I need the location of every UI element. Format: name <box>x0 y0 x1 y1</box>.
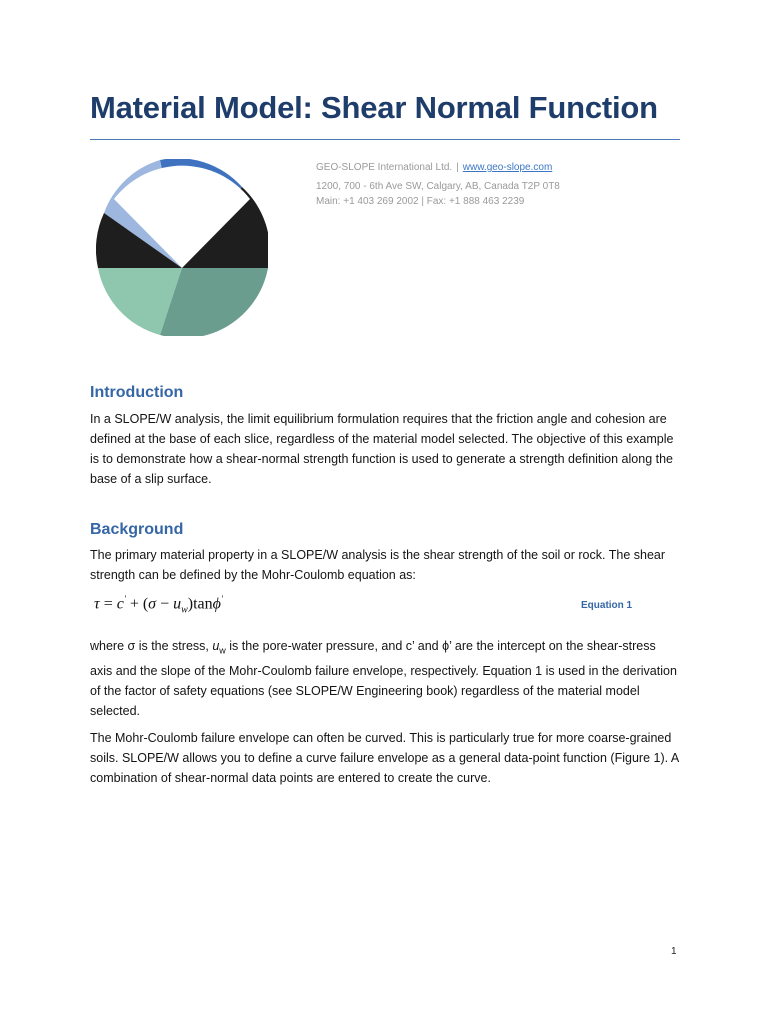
title-divider <box>90 139 680 140</box>
company-address: 1200, 700 - 6th Ave SW, Calgary, AB, Canada T2P 0T8 <box>316 181 560 192</box>
background-heading: Background <box>90 521 184 538</box>
mohr-coulomb-equation: $\tau = c' + (\sigma - u_w)\tan\phi'$ <box>94 594 223 616</box>
background-paragraph-2: where σ is the stress, $u_w$ is the pore-water pressure, and c’ and ϕ’ are the intercept on the shear-stress axis and the slope of the Mohr-Coulomb failure envelope, respectively. Equation 1 is used in the derivation of the factor of safety equations (see SLOPE/W Engineering book) regardless of the material model selected. <box>90 639 677 718</box>
page-number: 1 <box>671 946 677 957</box>
background-paragraph-1: The primary material property in a SLOPE/W analysis is the shear strength of the soil or rock. The shear strength can be defined by the Mohr-Coulomb equation as: <box>90 548 666 582</box>
equation-label: Equation 1 <box>581 600 633 611</box>
company-name: GEO-SLOPE International Ltd. <box>316 162 453 173</box>
introduction-paragraph: In a SLOPE/W analysis, the limit equilibrium formulation requires that the friction angle and cohesion are defined at the base of each slice, regardless of the material model selected. The objective of this example is to demonstrate how a shear-normal strength function is used to generate a strength definition along the base of a slip surface. <box>90 412 674 486</box>
page-title: Material Model: Shear Normal Function <box>90 90 658 125</box>
company-info <box>316 160 560 209</box>
company-line <box>316 160 560 175</box>
company-separator: | <box>456 162 459 173</box>
background-paragraph-3: The Mohr-Coulomb failure envelope can often be curved. This is particularly true for more coarse-grained soils. SLOPE/W allows you to define a curve failure envelope as a general data-point function (Figure 1). A combination of shear-normal data points are entered to create the curve. <box>90 731 679 785</box>
introduction-heading: Introduction <box>90 384 184 401</box>
company-phones: Main: +1 403 269 2002 | Fax: +1 888 463 2239 <box>316 196 525 207</box>
company-website-link[interactable]: www.geo-slope.com <box>462 162 553 173</box>
geo-slope-logo <box>96 159 268 336</box>
